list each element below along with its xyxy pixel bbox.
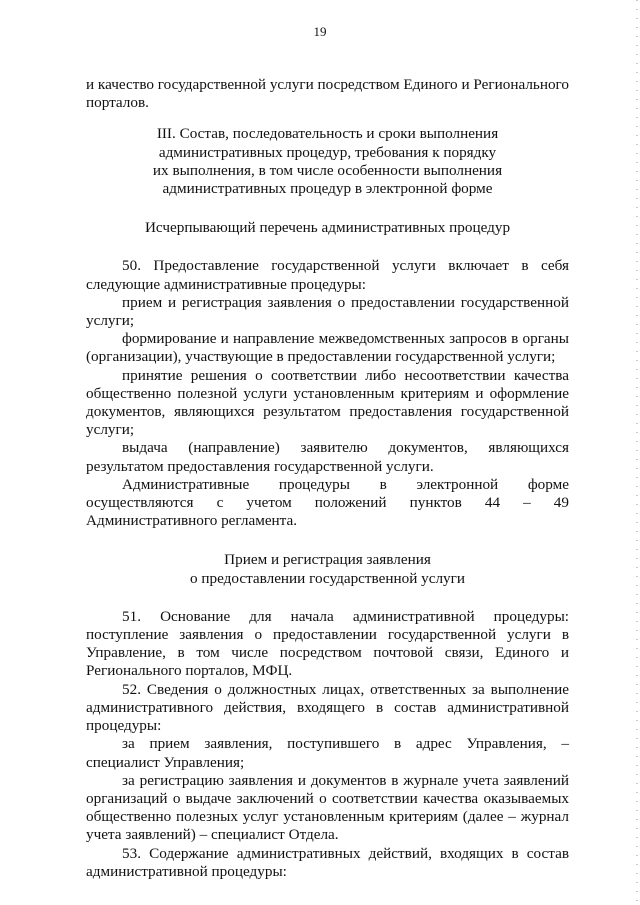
paragraph-53: 53. Содержание административных действий, входящих в состав административной процедуры: [86, 844, 569, 880]
scan-edge-marks [636, 0, 638, 905]
subheading-procedures-list: Исчерпывающий перечень административных процедур [144, 219, 511, 237]
page-content [86, 76, 569, 881]
list-item: за регистрацию заявления и документов в журнале учета заявлений организаций о выдаче заключений о соответствии качества оказываемых общественно полезных услуг установленным критериям (далее – журнал учета заявлений) – специалист Отдела. [86, 771, 569, 844]
electronic-form-paragraph: Административные процедуры в электронной форме осуществляются с учетом положений пунктов 44 – 49 Административного регламента. [86, 475, 569, 530]
intro-paragraph: и качество государственной услуги посредством Единого и Регионального порталов. [86, 76, 569, 112]
list-item: принятие решения о соответствии либо несоответствии качества общественно полезной услуги установленным критериям и оформление документов, являющихся результатом предоставления государственной услуги; [86, 366, 569, 439]
list-item: прием и регистрация заявления о предоставлении государственной услуги; [86, 293, 569, 330]
subheading-line: Прием и регистрация заявления [224, 551, 431, 569]
subheading-line: о предоставлении государственной услуги [189, 569, 466, 587]
section-title-line: административных процедур, требования к порядку [158, 143, 497, 161]
procedures-block [86, 257, 569, 530]
paragraph-52: 52. Сведения о должностных лицах, ответственных за выполнение административного действия, входящего в состав административной процедуры: [86, 680, 569, 735]
reception-block [86, 608, 569, 881]
list-item: формирование и направление межведомственных запросов в органы (организации), участвующие в предоставлении государственной услуги; [86, 330, 569, 366]
subheading-reception [86, 551, 569, 587]
list-item: за прием заявления, поступившего в адрес Управления, – специалист Управления; [86, 735, 569, 771]
page-number: 19 [313, 24, 327, 39]
section-title-line: III. Состав, последовательность и сроки выполнения [156, 125, 499, 143]
list-item: выдача (направление) заявителю документов, являющихся результатом предоставления государственной услуги. [86, 439, 569, 475]
section-title-line: их выполнения, в том числе особенности выполнения [152, 161, 503, 179]
paragraph-51: 51. Основание для начала административной процедуры: поступление заявления о предоставлении государственной услуги в Управление, в том числе посредством почтовой связи, Единого и Регионального порталов, МФЦ. [86, 607, 569, 680]
section-title-line: административных процедур в электронной форме [162, 180, 493, 198]
section-title [86, 125, 569, 198]
paragraph-50: 50. Предоставление государственной услуги включает в себя следующие административные процедуры: [86, 257, 569, 293]
